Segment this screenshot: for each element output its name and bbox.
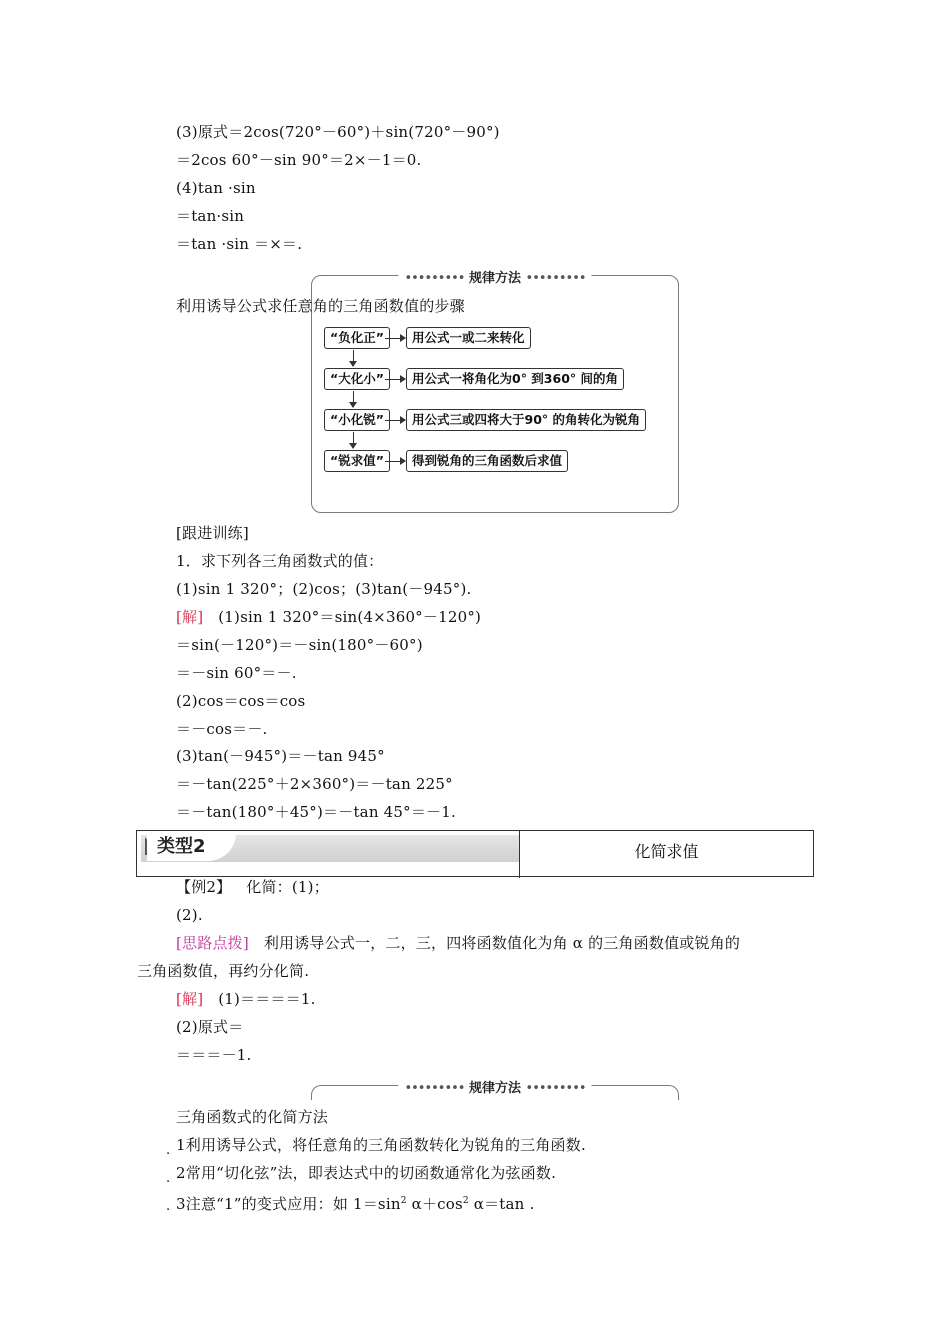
flow-step: “负化正” (324, 327, 390, 349)
arrow-right-icon (385, 461, 405, 462)
type-header (136, 830, 814, 877)
dot-mark-icon: . (166, 1171, 171, 1186)
question: 1．求下列各三角函数式的值： (176, 552, 384, 570)
hint-text: 利用诱导公式一，二，三，四将函数值化为角 α 的三角函数值或锐角的 (263, 934, 741, 952)
dot-mark-icon: . (166, 1199, 171, 1214)
text-line: ＝2cos 60°－sin 90°＝2×－1＝0. (176, 151, 422, 169)
solution-line: ＝－sin 60°＝－. (176, 664, 297, 682)
arrow-down-icon (353, 391, 354, 407)
solution-tag: [解] (176, 990, 204, 1008)
method-item (166, 1135, 586, 1158)
example-line: (2). (176, 906, 203, 924)
text-line: (3)原式＝2cos(720°－60°)＋sin(720°－90°) (176, 123, 500, 141)
example-tag: 【例2】 (176, 878, 232, 896)
example-text: 化简：(1)； (246, 878, 329, 896)
text-line: (4)tan ·sin (176, 179, 256, 197)
superscript: 2 (400, 1196, 407, 1206)
arrow-right-icon (385, 338, 405, 339)
arrow-down-icon (353, 350, 354, 366)
solution-line: ＝－cos＝－. (176, 720, 268, 738)
method-heading: ••••••••• 规律方法 ••••••••• (398, 1077, 591, 1096)
solution-line (176, 989, 316, 1009)
text-line: ＝tan ·sin ＝×＝. (176, 235, 303, 253)
question-items: (1)sin 1 320°；(2)cos；(3)tan(－945°). (176, 580, 472, 598)
solution-text: (1)sin 1 320°＝sin(4×360°－120°) (218, 608, 482, 626)
type-label: 类型2 (147, 833, 236, 861)
method-item-text: 1利用诱导公式，将任意角的三角函数转化为锐角的三角函数. (176, 1136, 586, 1154)
solution-line: (3)tan(－945°)＝－tan 945° (176, 747, 385, 765)
flow-step: “小化锐” (324, 409, 390, 431)
solution-line: ＝－tan(225°＋2×360°)＝－tan 225° (176, 775, 453, 793)
arrow-right-icon (385, 420, 405, 421)
solution-line: ＝－tan(180°＋45°)＝－tan 45°＝－1. (176, 803, 456, 821)
superscript: 2 (462, 1196, 469, 1206)
solution-line: (2)原式＝ (176, 1018, 244, 1036)
flow-step: “大化小” (324, 368, 390, 390)
solution-line: ＝sin(－120°)＝－sin(180°－60°) (176, 636, 423, 654)
method-item-text: 3注意“1”的变式应用：如 1＝sin (176, 1195, 401, 1213)
method-title: 利用诱导公式求任意角的三角函数值的步骤 (176, 297, 465, 315)
flow-desc: 得到锐角的三角函数后求值 (406, 450, 568, 472)
solution-line: (2)cos＝cos＝cos (176, 692, 306, 710)
method-box (311, 1081, 679, 1100)
solution-tag: [解] (176, 608, 204, 626)
method-item (166, 1191, 535, 1214)
hint-line: 三角函数值，再约分化简. (137, 962, 310, 980)
flow-desc: 用公式三或四将大于90° 的角转化为锐角 (406, 409, 646, 431)
solution-line: ＝＝＝－1. (176, 1046, 252, 1064)
flow-desc: 用公式一将角化为0° 到360° 间的角 (406, 368, 624, 390)
hint-line (176, 933, 740, 953)
section-heading: [跟进训练] (176, 524, 249, 542)
type-title: 化简求值 (634, 842, 699, 861)
dot-mark-icon: . (166, 1143, 171, 1158)
method-item (166, 1163, 557, 1186)
method-item-text: 2常用“切化弦”法，即表达式中的切函数通常化为弦函数. (176, 1164, 557, 1182)
flow-desc: 用公式一或二来转化 (406, 327, 531, 349)
text-line: ＝tan·sin (176, 207, 245, 225)
solution-line (176, 607, 481, 627)
method-heading: ••••••••• 规律方法 ••••••••• (398, 267, 591, 286)
flow-step: “锐求值” (324, 450, 390, 472)
arrow-down-icon (353, 432, 354, 448)
solution-text: (1)＝＝＝＝1. (218, 990, 316, 1008)
arrow-right-icon (385, 379, 405, 380)
hint-tag: [思路点拨] (176, 934, 249, 952)
method-item-text: α＋cos (406, 1195, 463, 1213)
example-line (176, 877, 329, 897)
method-item-text: α＝tan . (468, 1195, 535, 1213)
method-title: 三角函数式的化简方法 (176, 1108, 329, 1126)
